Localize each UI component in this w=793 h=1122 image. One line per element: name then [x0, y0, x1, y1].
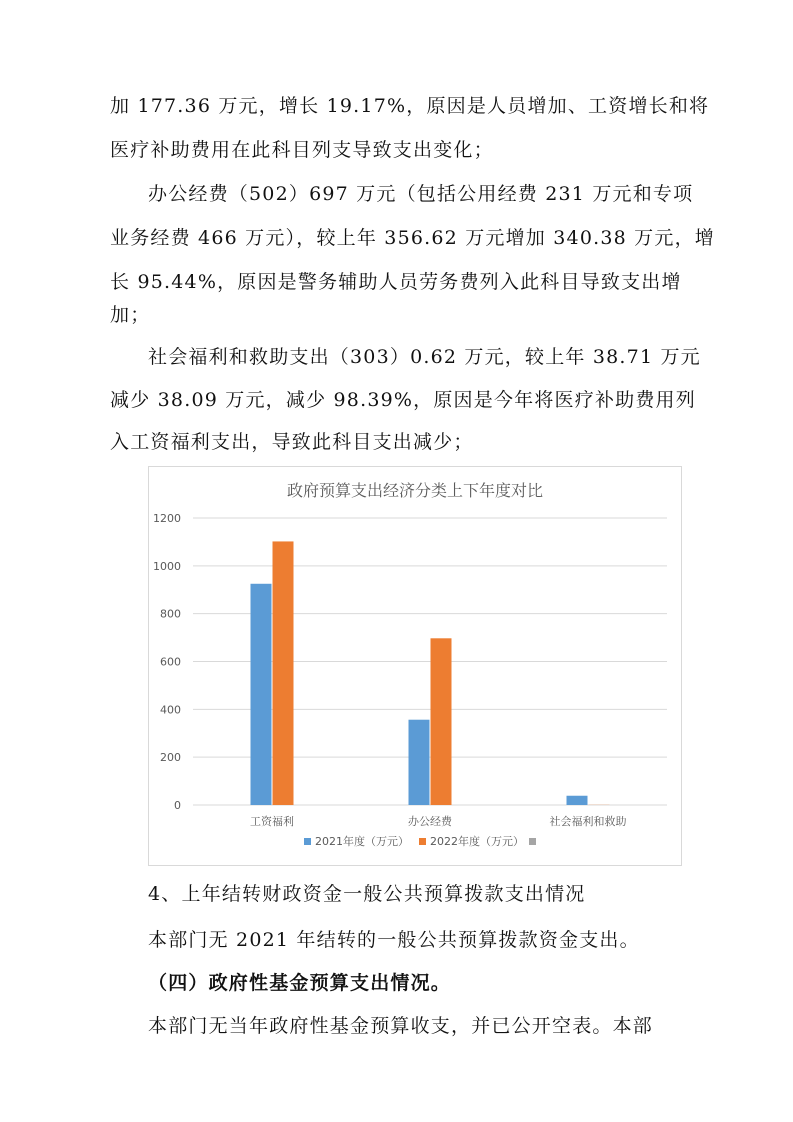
x-tick-label: 工资福利 [250, 815, 294, 828]
chart-canvas [149, 467, 681, 865]
paragraph-line: 减少 38.09 万元，减少 98.39%，原因是今年将医疗补助费用列 [110, 389, 696, 411]
y-tick-label: 1000 [153, 559, 181, 573]
bar-2 [431, 638, 452, 805]
legend-swatch [304, 838, 311, 845]
paragraph-line: 本部门无 2021 年结转的一般公共预算拨款资金支出。 [148, 929, 640, 951]
paragraph-line: 本部门无当年政府性基金预算收支，并已公开空表。本部 [148, 1015, 654, 1037]
legend-label: 2022年度（万元） [430, 835, 524, 848]
section-title: （四）政府性基金预算支出情况。 [148, 972, 452, 994]
x-tick-label: 社会福利和救助 [549, 815, 627, 828]
paragraph-line: 入工资福利支出，导致此科目支出减少； [110, 431, 474, 453]
paragraph-line: 业务经费 466 万元），较上年 356.62 万元增加 340.38 万元，增 [110, 227, 715, 249]
paragraph-line: 社会福利和救助支出（303）0.62 万元，较上年 38.71 万元 [148, 346, 701, 368]
x-tick-label: 办公经费 [408, 815, 452, 828]
bar-1 [409, 720, 430, 805]
bar-1 [567, 796, 588, 805]
y-tick-label: 800 [160, 607, 181, 621]
paragraph-line: 长 95.44%，原因是警务辅助人员劳务费列入此科目导致支出增 [110, 271, 682, 293]
y-tick-label: 1200 [153, 512, 181, 525]
paragraph-line: 加； [110, 304, 151, 326]
paragraph-line: 医疗补助费用在此科目列支导致支出变化； [110, 139, 494, 161]
chart-title: 政府预算支出经济分类上下年度对比 [286, 481, 544, 500]
y-tick-label: 0 [174, 799, 181, 812]
legend-swatch [529, 838, 536, 845]
y-tick-label: 400 [160, 703, 181, 717]
paragraph-line: 办公经费（502）697 万元（包括公用经费 231 万元和专项 [148, 183, 694, 205]
paragraph-line: 加 177.36 万元，增长 19.17%，原因是人员增加、工资增长和将 [110, 95, 710, 117]
legend-label: 2021年度（万元） [315, 835, 409, 848]
y-tick-label: 200 [160, 751, 181, 765]
item-heading: 4、上年结转财政资金一般公共预算拨款支出情况 [148, 883, 586, 905]
y-tick-label: 600 [160, 655, 181, 669]
bar-chart [148, 466, 682, 866]
legend-swatch [419, 838, 426, 845]
bar-2 [273, 541, 294, 805]
bar-1 [251, 584, 272, 805]
